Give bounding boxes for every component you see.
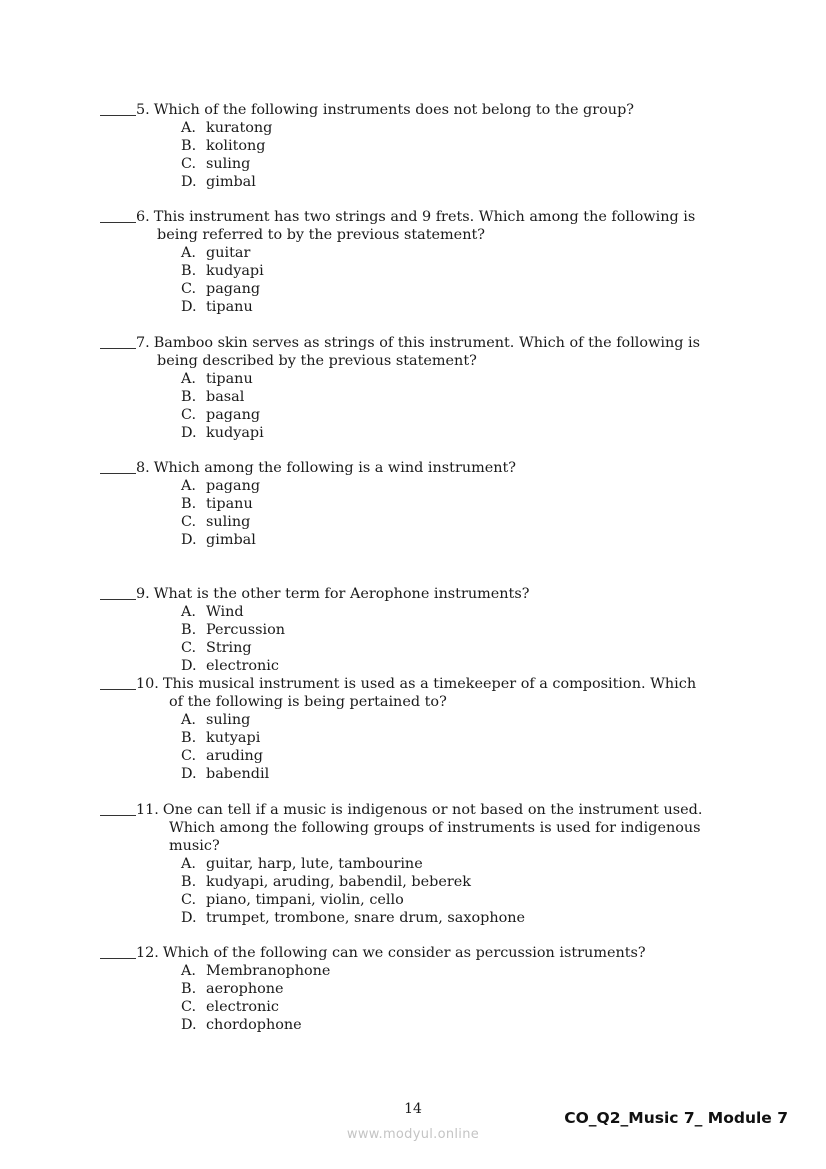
question-stem-continued: of the following is being pertained to? — [169, 694, 447, 710]
option-letter: C. — [181, 407, 197, 423]
option-text: gimbal — [206, 174, 256, 190]
option-item[interactable] — [181, 747, 728, 765]
option-text: suling — [206, 712, 251, 728]
option-letter: A. — [181, 604, 196, 620]
option-text: kolitong — [206, 138, 266, 154]
question-stem: Bamboo skin serves as strings of this instrument. Which of the following is — [153, 335, 701, 351]
option-item[interactable] — [181, 603, 728, 621]
option-letter: A. — [181, 478, 196, 494]
question-stem-line — [100, 801, 728, 819]
option-item[interactable] — [181, 891, 728, 909]
option-text: suling — [206, 156, 251, 172]
question-item — [100, 208, 728, 316]
option-letter: C. — [181, 640, 197, 656]
option-letter: A. — [181, 712, 196, 728]
question-number: 11. — [136, 802, 159, 818]
option-item[interactable] — [181, 173, 728, 191]
option-letter: C. — [181, 156, 197, 172]
option-letter: A. — [181, 245, 196, 261]
option-item[interactable] — [181, 765, 728, 783]
answer-blank[interactable] — [100, 334, 136, 349]
option-letter: A. — [181, 120, 196, 136]
question-number: 6. — [136, 209, 150, 225]
question-number: 8. — [136, 460, 150, 476]
question-number: 7. — [136, 335, 150, 351]
question-item — [100, 801, 728, 927]
option-letter: A. — [181, 371, 196, 387]
option-text: kuratong — [206, 120, 273, 136]
question-stem: Which of the following can we consider as percussion istruments? — [162, 945, 646, 961]
option-item[interactable] — [181, 424, 728, 442]
option-letter: D. — [181, 766, 197, 782]
option-item[interactable] — [181, 477, 728, 495]
question-item — [100, 101, 728, 191]
question-item — [100, 675, 728, 783]
option-letter: B. — [181, 263, 197, 279]
answer-blank[interactable] — [100, 801, 136, 816]
option-text: Percussion — [206, 622, 286, 638]
option-list — [100, 119, 728, 191]
option-item[interactable] — [181, 998, 728, 1016]
answer-blank[interactable] — [100, 585, 136, 600]
option-text: basal — [206, 389, 245, 405]
option-text: kudyapi — [206, 425, 264, 441]
option-letter: B. — [181, 496, 197, 512]
question-stem-line — [100, 459, 728, 477]
option-letter: B. — [181, 981, 197, 997]
option-list — [100, 855, 728, 927]
question-item — [100, 585, 728, 675]
option-letter: C. — [181, 999, 197, 1015]
option-letter: D. — [181, 1017, 197, 1033]
option-list — [100, 711, 728, 783]
option-letter: A. — [181, 963, 196, 979]
option-item[interactable] — [181, 280, 728, 298]
answer-blank[interactable] — [100, 675, 136, 690]
option-item[interactable] — [181, 729, 728, 747]
option-text: trumpet, trombone, snare drum, saxophone — [206, 910, 526, 926]
option-item[interactable] — [181, 962, 728, 980]
option-item[interactable] — [181, 513, 728, 531]
watermark: www.modyul.online — [346, 1127, 480, 1142]
question-stem-line — [100, 101, 728, 119]
option-letter: C. — [181, 892, 197, 908]
option-item[interactable] — [181, 639, 728, 657]
option-item[interactable] — [181, 657, 728, 675]
question-stem-line — [100, 944, 728, 962]
option-letter: C. — [181, 514, 197, 530]
option-letter: D. — [181, 910, 197, 926]
answer-blank[interactable] — [100, 208, 136, 223]
option-item[interactable] — [181, 873, 728, 891]
option-text: kutyapi — [206, 730, 261, 746]
option-letter: A. — [181, 856, 196, 872]
option-text: piano, timpani, violin, cello — [206, 892, 404, 908]
question-stem-line — [100, 334, 728, 352]
option-letter: C. — [181, 748, 197, 764]
option-item[interactable] — [181, 406, 728, 424]
option-item[interactable] — [181, 119, 728, 137]
option-text: pagang — [206, 478, 261, 494]
question-item — [100, 334, 728, 442]
option-letter: B. — [181, 389, 197, 405]
option-text: aruding — [206, 748, 264, 764]
option-text: aerophone — [206, 981, 284, 997]
option-item[interactable] — [181, 298, 728, 316]
option-list — [100, 244, 728, 316]
option-letter: D. — [181, 299, 197, 315]
option-letter: B. — [181, 622, 197, 638]
question-stem: This instrument has two strings and 9 frets. Which among the following is — [153, 209, 696, 225]
question-stem-continued: music? — [169, 838, 220, 854]
option-item[interactable] — [181, 262, 728, 280]
option-list — [100, 603, 728, 675]
question-stem: Which of the following instruments does not belong to the group? — [153, 102, 635, 118]
option-text: electronic — [206, 658, 279, 674]
option-text: pagang — [206, 281, 261, 297]
question-stem: One can tell if a music is indigenous or not based on the instrument used. — [162, 802, 703, 818]
option-text: suling — [206, 514, 251, 530]
option-text: kudyapi, aruding, babendil, beberek — [206, 874, 471, 890]
option-text: babendil — [206, 766, 270, 782]
option-item[interactable] — [181, 388, 728, 406]
option-text: Wind — [206, 604, 244, 620]
answer-blank[interactable] — [100, 944, 136, 959]
question-item — [100, 459, 728, 549]
question-number: 10. — [136, 676, 159, 692]
option-item[interactable] — [181, 711, 728, 729]
option-item[interactable] — [181, 621, 728, 639]
module-label: CO_Q2_Music 7_ Module 7 — [564, 1109, 788, 1127]
question-number: 9. — [136, 586, 150, 602]
option-list — [100, 370, 728, 442]
option-letter: B. — [181, 874, 197, 890]
question-stem-line — [100, 675, 728, 693]
answer-blank[interactable] — [100, 101, 136, 116]
option-item[interactable] — [181, 855, 728, 873]
option-letter: D. — [181, 658, 197, 674]
question-number: 12. — [136, 945, 159, 961]
option-text: gimbal — [206, 532, 256, 548]
option-letter: D. — [181, 425, 197, 441]
answer-blank[interactable] — [100, 459, 136, 474]
question-stem: Which among the following is a wind instrument? — [153, 460, 517, 476]
option-item[interactable] — [181, 495, 728, 513]
page-number: 14 — [404, 1101, 422, 1117]
option-letter: B. — [181, 730, 197, 746]
option-text: guitar, harp, lute, tambourine — [206, 856, 423, 872]
question-stem-continued: being referred to by the previous statement? — [157, 227, 485, 243]
option-letter: D. — [181, 532, 197, 548]
question-item — [100, 944, 728, 1034]
option-letter: C. — [181, 281, 197, 297]
option-letter: B. — [181, 138, 197, 154]
question-stem-line — [100, 585, 728, 603]
question-stem-continued: being described by the previous statement? — [157, 353, 477, 369]
option-text: kudyapi — [206, 263, 264, 279]
option-list — [100, 962, 728, 1034]
option-list — [100, 477, 728, 549]
option-text: String — [206, 640, 252, 656]
question-number: 5. — [136, 102, 150, 118]
option-text: tipanu — [206, 496, 253, 512]
option-item[interactable] — [181, 244, 728, 262]
option-item[interactable] — [181, 531, 728, 549]
option-text: guitar — [206, 245, 251, 261]
option-text: tipanu — [206, 371, 253, 387]
option-item[interactable] — [181, 980, 728, 998]
option-item[interactable] — [181, 909, 728, 927]
question-stem: What is the other term for Aerophone instruments? — [153, 586, 530, 602]
option-text: tipanu — [206, 299, 253, 315]
question-stem-line — [100, 208, 728, 226]
option-text: Membranophone — [206, 963, 331, 979]
question-stem: This musical instrument is used as a timekeeper of a composition. Which — [162, 676, 697, 692]
option-item[interactable] — [181, 1016, 728, 1034]
option-item[interactable] — [181, 155, 728, 173]
option-letter: D. — [181, 174, 197, 190]
option-item[interactable] — [181, 370, 728, 388]
option-item[interactable] — [181, 137, 728, 155]
option-text: pagang — [206, 407, 261, 423]
question-stem-continued: Which among the following groups of instruments is used for indigenous — [169, 820, 701, 836]
option-text: electronic — [206, 999, 279, 1015]
option-text: chordophone — [206, 1017, 302, 1033]
